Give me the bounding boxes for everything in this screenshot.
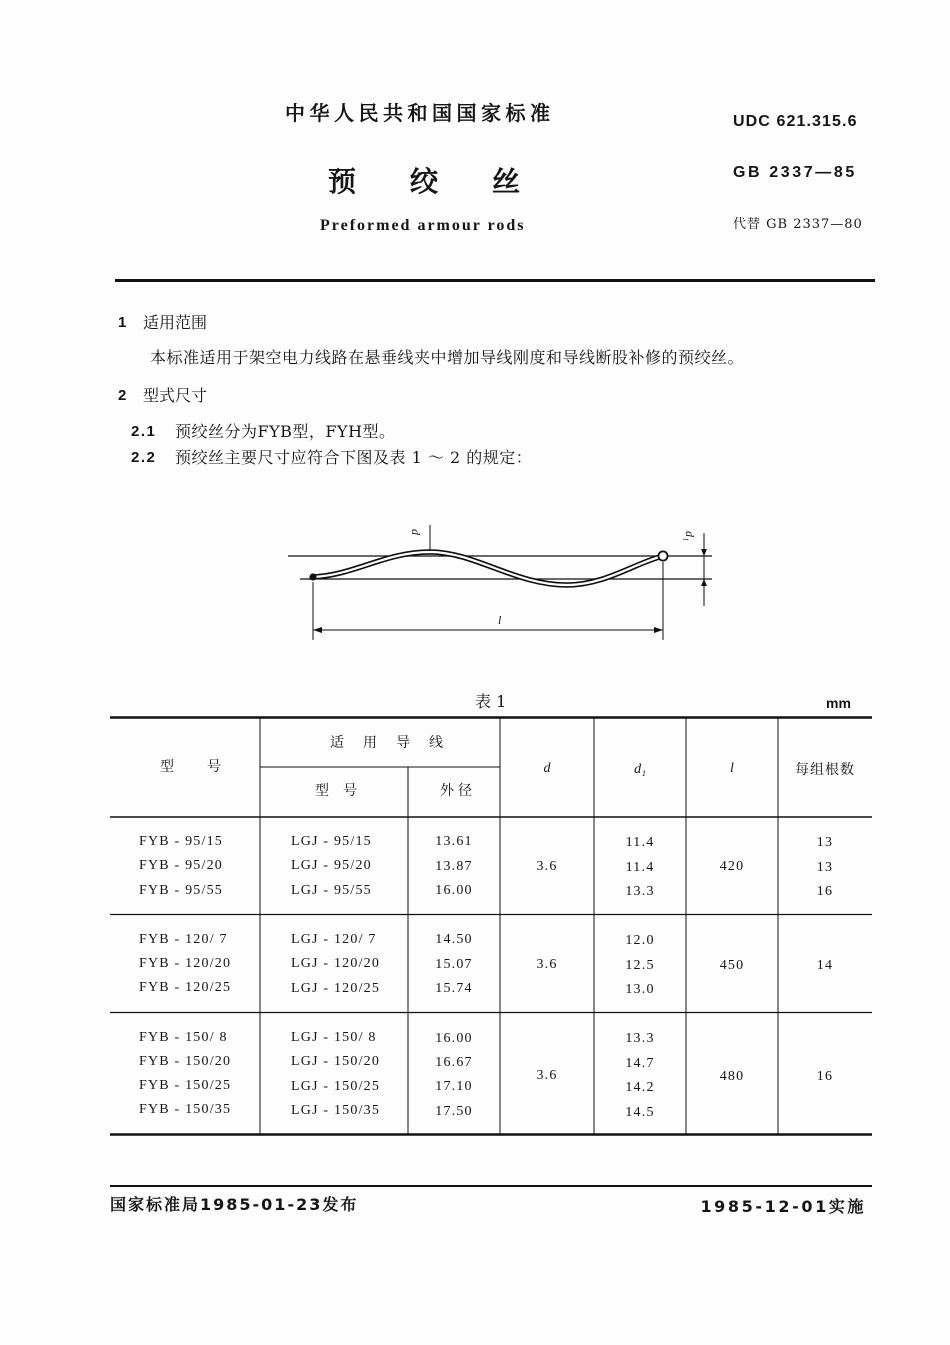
dimension-l-label: l [498, 613, 502, 627]
cell-model: FYB - 120/20 [139, 956, 232, 971]
cell-d1: 12.5 [625, 958, 655, 973]
cell-d1: 11.4 [625, 835, 655, 850]
issue-date: 国家标准局1985-01-23发布 [110, 1195, 359, 1214]
dimension-d1-arrow-bottom [701, 579, 707, 586]
cell-d1: 14.2 [625, 1080, 655, 1095]
cell-d1: 14.7 [625, 1056, 655, 1071]
cell-model: FYB - 150/25 [139, 1078, 232, 1093]
cell-model: FYB - 120/25 [139, 980, 232, 995]
cell-conductor: LGJ - 150/25 [291, 1079, 381, 1094]
english-title: Preformed armour rods [320, 217, 526, 234]
cell-conductor: LGJ - 120/ 7 [291, 932, 377, 947]
header-d1: d₁ [634, 762, 646, 777]
standard-type-heading: 中华人民共和国国家标准 [285, 101, 555, 125]
cell-model: FYB - 95/55 [139, 883, 223, 898]
cell-d1: 12.0 [625, 933, 655, 948]
cell-conductor: LGJ - 120/20 [291, 956, 381, 971]
cell-outer-diameter: 13.61 [435, 834, 473, 849]
cell-outer-diameter: 16.00 [435, 883, 473, 898]
cell-conductor: LGJ - 120/25 [291, 981, 381, 996]
cell-model: FYB - 150/20 [139, 1054, 232, 1069]
replaces-note: 代替 GB 2337—80 [733, 217, 863, 232]
cell-outer-diameter: 15.07 [435, 957, 473, 972]
cell-count: 13 [816, 835, 834, 850]
table-caption: 表 1 [475, 692, 507, 711]
dimension-d1-arrow-top [701, 549, 707, 556]
clause-text: 预绞丝分为FYB型，FYH型。 [175, 422, 396, 441]
footer-divider [110, 1185, 872, 1187]
header-model: 型号 [160, 759, 254, 775]
rod-left-end [309, 573, 316, 580]
dimension-d-label: d [409, 529, 423, 535]
cell-conductor: LGJ - 150/20 [291, 1054, 381, 1069]
cell-d: 3.6 [536, 859, 558, 874]
udc-number: UDC 621.315.6 [733, 113, 858, 130]
clause-number: 2.2 [131, 449, 157, 466]
cell-conductor: LGJ - 95/20 [291, 858, 372, 873]
cell-l: 480 [719, 1069, 745, 1084]
cell-outer-diameter: 17.50 [435, 1104, 473, 1119]
header-d: d [543, 761, 551, 776]
cell-conductor: LGJ - 95/55 [291, 883, 372, 898]
header-conductor-model: 型号 [315, 783, 371, 799]
cell-model: FYB - 150/35 [139, 1102, 232, 1117]
cell-outer-diameter: 15.74 [435, 981, 473, 996]
cell-conductor: LGJ - 150/35 [291, 1103, 381, 1118]
cell-l: 420 [719, 859, 745, 874]
effective-date: 1985-12-01实施 [700, 1197, 866, 1216]
cell-count: 16 [816, 884, 834, 899]
dimension-l-arrow-right [654, 627, 663, 633]
section-title: 适用范围 [143, 313, 208, 332]
cell-conductor: LGJ - 95/15 [291, 834, 372, 849]
cell-d1: 11.4 [625, 860, 655, 875]
section-number: 2 [118, 387, 127, 404]
cell-d: 3.6 [536, 957, 558, 972]
cell-d1: 14.5 [625, 1105, 655, 1120]
document-title: 预绞丝 [328, 165, 575, 198]
dimension-d1-label: d₁ [683, 531, 697, 542]
section-body: 本标准适用于架空电力线路在悬垂线夹中增加导线刚度和导线断股补修的预绞丝。 [150, 348, 745, 367]
cell-l: 450 [719, 958, 745, 973]
section-title: 型式尺寸 [143, 386, 208, 405]
cell-count: 13 [816, 860, 834, 875]
cell-outer-diameter: 16.00 [435, 1031, 473, 1046]
cell-outer-diameter: 14.50 [435, 932, 473, 947]
cell-d1: 13.0 [625, 982, 655, 997]
cell-d1: 13.3 [625, 884, 655, 899]
header-l: l [730, 761, 734, 776]
cell-outer-diameter: 17.10 [435, 1079, 473, 1094]
cell-model: FYB - 150/ 8 [139, 1030, 228, 1045]
header-outer-diameter: 外径 [440, 783, 476, 799]
cell-model: FYB - 95/20 [139, 858, 223, 873]
rod-right-end [658, 551, 667, 560]
preformed-rod-outline [313, 552, 663, 585]
header-count-per-set: 每组根数 [795, 762, 855, 778]
cell-outer-diameter: 13.87 [435, 859, 473, 874]
cell-model: FYB - 95/15 [139, 834, 223, 849]
cell-count: 14 [816, 958, 834, 973]
header-applicable-conductor: 适用导线 [330, 735, 462, 751]
section-number: 1 [118, 314, 127, 331]
header-divider [115, 279, 875, 282]
dimension-l-arrow-left [313, 627, 322, 633]
cell-d: 3.6 [536, 1068, 558, 1083]
gb-standard-number: GB 2337—85 [733, 164, 857, 181]
clause-text: 预绞丝主要尺寸应符合下图及表 1 ～ 2 的规定： [175, 448, 533, 467]
rod-dimension-figure [280, 515, 720, 650]
cell-conductor: LGJ - 150/ 8 [291, 1030, 377, 1045]
table-unit: mm [826, 695, 851, 711]
clause-number: 2.1 [131, 423, 157, 440]
cell-outer-diameter: 16.67 [435, 1055, 473, 1070]
cell-d1: 13.3 [625, 1031, 655, 1046]
cell-model: FYB - 120/ 7 [139, 932, 228, 947]
cell-count: 16 [816, 1069, 834, 1084]
